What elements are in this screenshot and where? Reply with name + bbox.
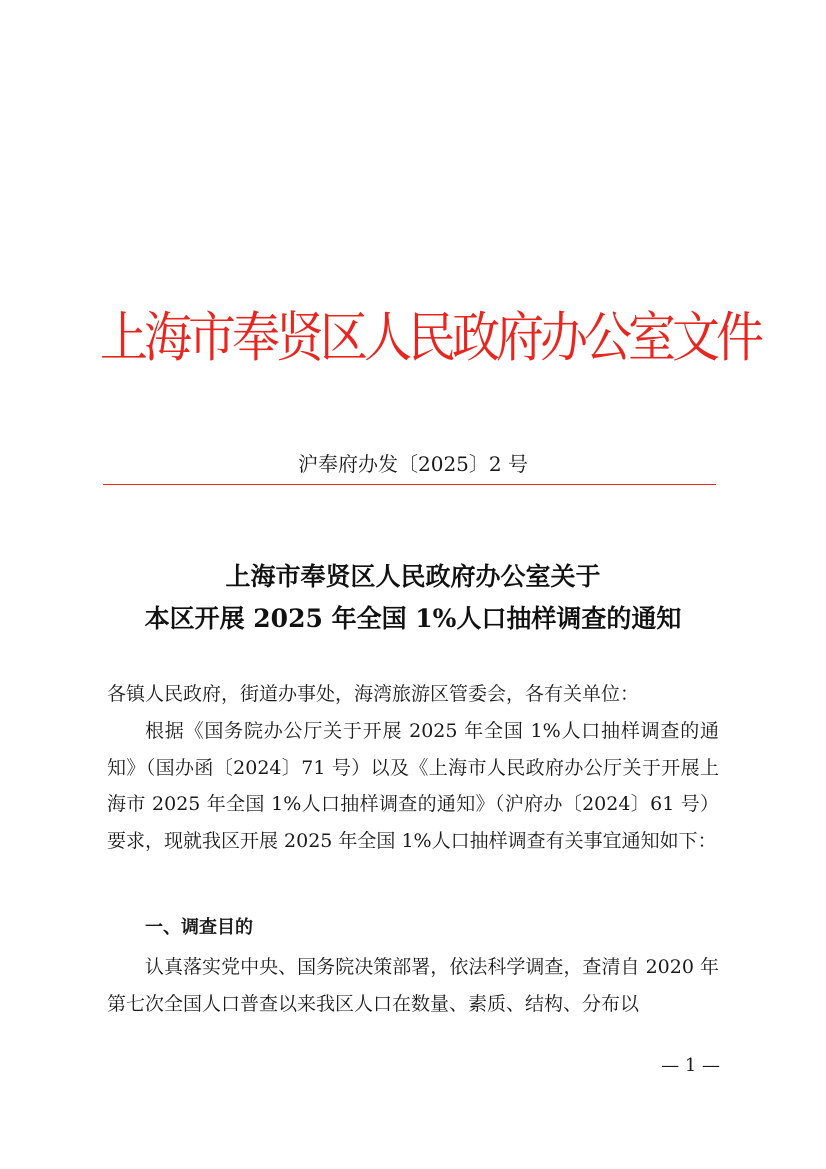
notice-title (0, 556, 826, 640)
document-number: 沪奉府办发〔2025〕2 号 (298, 452, 528, 476)
body-paragraph-2: 认真落实党中央、国务院决策部署，依法科学调查，查清自 2020 年第七次全国人口普查以来我区人口在数量、素质、结构、分布以 (107, 956, 719, 1015)
red-divider-line (103, 484, 716, 485)
body-paragraph-1: 根据《国务院办公厅关于开展 2025 年全国 1%人口抽样调查的通知》（国办函〔2024〕71 号）以及《上海市人民政府办公厅关于开展上海市 2025 年全国 1%人口抽样调查的通知》（沪府办〔2024〕61 号）要求，现就我区开展 2025 年全国 1%人口抽样调查有关事宜通知如下： (107, 720, 719, 852)
masthead-title: 上海市奉贤区人民政府办公室文件 (100, 306, 761, 370)
page-number: — 1 — (661, 1055, 720, 1076)
notice-title-line1: 上海市奉贤区人民政府办公室关于 (225, 562, 601, 591)
section-heading-purpose: 一、调查目的 (145, 917, 253, 938)
salutation: 各镇人民政府，街道办事处，海湾旅游区管委会，各有关单位： (107, 683, 640, 705)
notice-title-line2: 本区开展 2025 年全国 1%人口抽样调查的通知 (144, 604, 682, 633)
